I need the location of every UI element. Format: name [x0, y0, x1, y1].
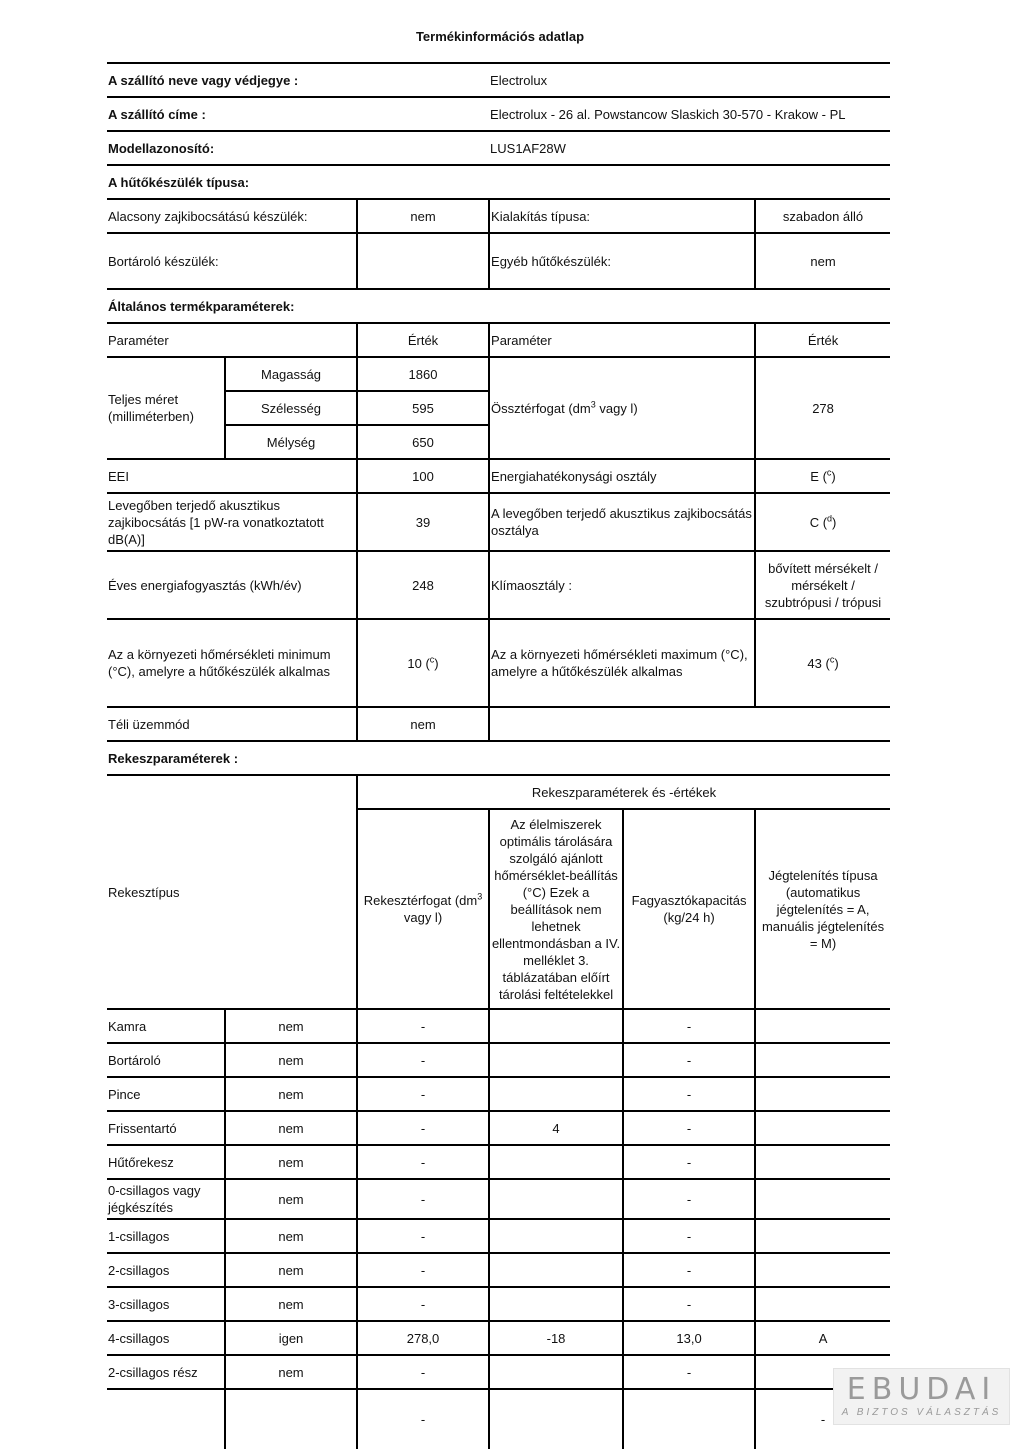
compartments-heading-row [107, 741, 890, 775]
climate-class-value: bővített mérsékelt / mérsékelt / szubtrópusi / trópusi [755, 551, 890, 619]
compartment-present: nem [225, 1077, 357, 1111]
param-header-left: Paraméter [107, 323, 357, 357]
winter-mode-label: Téli üzemmód [107, 707, 357, 741]
supplier-name-label: A szállító neve vagy védjegye : [107, 63, 489, 97]
compartment-row [107, 1389, 890, 1449]
compartment-defrost [755, 1077, 890, 1111]
compartment-defrost-header: Jégtelenítés típusa (automatikus jégtelenítés = A, manuális jégtelenítés = M) [755, 809, 890, 1009]
compartment-present: nem [225, 1355, 357, 1389]
height-label: Magasság [225, 357, 357, 391]
low-noise-label: Alacsony zajkibocsátású készülék: [107, 199, 357, 233]
compartment-present: nem [225, 1009, 357, 1043]
compartment-temp [489, 1179, 623, 1219]
compartment-freeze: - [623, 1077, 755, 1111]
compartment-present: nem [225, 1219, 357, 1253]
height-value: 1860 [357, 357, 489, 391]
compartment-volume: - [357, 1355, 489, 1389]
noise-label: Levegőben terjedő akusztikus zajkibocsátás [1 pW-ra vonatkoztatott dB(A)] [107, 493, 357, 551]
supplier-name-value: Electrolux [489, 63, 890, 97]
supplier-address-row [107, 97, 890, 131]
compartment-freeze: - [623, 1111, 755, 1145]
value-header-right: Érték [755, 323, 890, 357]
compartment-volume: - [357, 1179, 489, 1219]
wine-storage-row [107, 233, 890, 289]
compartment-temp [489, 1355, 623, 1389]
supplier-name-row [107, 63, 890, 97]
compartment-row [107, 1355, 890, 1389]
compartment-temp [489, 1077, 623, 1111]
energy-class-value: E ($^c$) [755, 459, 890, 493]
noise-class-label: A levegőben terjedő akusztikus zajkibocsátás osztálya [489, 493, 755, 551]
compartment-present: nem [225, 1145, 357, 1179]
compartment-type: 2-csillagos [107, 1253, 225, 1287]
compartment-defrost [755, 1009, 890, 1043]
max-temp-value: 43 ($^c$) [755, 619, 890, 707]
compartment-row [107, 1009, 890, 1043]
compartment-row [107, 1145, 890, 1179]
compartment-present [225, 1389, 357, 1449]
wine-storage-value [357, 233, 489, 289]
dimensions-label: Teljes méret (milliméterben) [107, 357, 225, 459]
compartment-freeze: - [623, 1253, 755, 1287]
compartment-defrost [755, 1043, 890, 1077]
compartment-defrost: A [755, 1321, 890, 1355]
compartments-heading: Rekeszparaméterek : [107, 741, 890, 775]
type-heading-row [107, 165, 890, 199]
compartment-defrost: - [755, 1389, 890, 1449]
compartment-present: nem [225, 1111, 357, 1145]
eei-label: EEI [107, 459, 357, 493]
winter-mode-value: nem [357, 707, 489, 741]
depth-label: Mélység [225, 425, 357, 459]
compartment-temp [489, 1287, 623, 1321]
compartment-temp: 4 [489, 1111, 623, 1145]
total-volume-value: 278 [755, 357, 890, 459]
compartments-group-header-row [107, 775, 890, 809]
winter-mode-row [107, 707, 890, 741]
compartment-group-header: Rekeszparaméterek és -értékek [357, 775, 890, 809]
noise-class-value: C ($^d$) [755, 493, 890, 551]
general-header-row [107, 323, 890, 357]
compartment-type: 0-csillagos vagy jégkészítés [107, 1179, 225, 1219]
supplier-address-value: Electrolux - 26 al. Powstancow Slaskich 30-570 - Krakow - PL [489, 97, 890, 131]
compartment-freeze: - [623, 1179, 755, 1219]
design-type-value: szabadon álló [755, 199, 890, 233]
eei-row [107, 459, 890, 493]
watermark-brand: EBUDAI [846, 1372, 997, 1407]
compartment-defrost [755, 1111, 890, 1145]
compartment-freeze: - [623, 1009, 755, 1043]
annual-energy-label: Éves energiafogyasztás (kWh/év) [107, 551, 357, 619]
ebudai-watermark-logo [833, 1368, 1010, 1425]
compartment-type: Kamra [107, 1009, 225, 1043]
compartment-volume: - [357, 1111, 489, 1145]
low-noise-value: nem [357, 199, 489, 233]
compartment-type: Bortároló [107, 1043, 225, 1077]
supplier-address-label: A szállító címe : [107, 97, 489, 131]
type-heading: A hűtőkészülék típusa: [107, 165, 890, 199]
compartment-volume: - [357, 1287, 489, 1321]
compartment-freeze [623, 1389, 755, 1449]
low-noise-row [107, 199, 890, 233]
compartment-freeze: 13,0 [623, 1321, 755, 1355]
compartment-temp: -18 [489, 1321, 623, 1355]
compartment-freeze: - [623, 1355, 755, 1389]
total-volume-label: Össztérfogat ($dm^3$ vagy l) [489, 357, 755, 459]
compartment-defrost [755, 1253, 890, 1287]
product-info-table [107, 62, 890, 1449]
compartment-type: 2-csillagos rész [107, 1355, 225, 1389]
compartment-volume: - [357, 1219, 489, 1253]
compartment-temp [489, 1389, 623, 1449]
model-row [107, 131, 890, 165]
compartment-type: Frissentartó [107, 1111, 225, 1145]
model-label: Modellazonosító: [107, 131, 489, 165]
compartment-freeze-header: Fagyasztókapacitás (kg/24 h) [623, 809, 755, 1009]
noise-row [107, 493, 890, 551]
compartment-type: 3-csillagos [107, 1287, 225, 1321]
compartment-freeze: - [623, 1219, 755, 1253]
other-appliance-label: Egyéb hűtőkészülék: [489, 233, 623, 289]
compartment-volume: 278,0 [357, 1321, 489, 1355]
value-header-left: Érték [357, 323, 489, 357]
wine-storage-label: Bortároló készülék: [107, 233, 357, 289]
compartment-volume: - [357, 1043, 489, 1077]
compartment-volume: - [357, 1009, 489, 1043]
compartment-type-header: Rekesztípus [107, 775, 357, 1009]
compartment-volume: - [357, 1253, 489, 1287]
compartment-defrost [755, 1287, 890, 1321]
compartment-temp [489, 1145, 623, 1179]
compartment-row [107, 1219, 890, 1253]
compartment-temp [489, 1253, 623, 1287]
annual-energy-row [107, 551, 890, 619]
compartment-freeze: - [623, 1043, 755, 1077]
energy-class-label: Energiahatékonysági osztály [489, 459, 755, 493]
annual-energy-value: 248 [357, 551, 489, 619]
compartment-row [107, 1321, 890, 1355]
eei-value: 100 [357, 459, 489, 493]
depth-value: 650 [357, 425, 489, 459]
compartment-row [107, 1253, 890, 1287]
general-heading-row [107, 289, 890, 323]
compartment-defrost [755, 1145, 890, 1179]
min-temp-label: Az a környezeti hőmérsékleti minimum (°C), amelyre a hűtőkészülék alkalmas [107, 619, 357, 707]
model-value: LUS1AF28W [489, 131, 890, 165]
noise-value: 39 [357, 493, 489, 551]
height-row [107, 357, 890, 391]
compartment-type: 1-csillagos [107, 1219, 225, 1253]
compartment-temp [489, 1219, 623, 1253]
compartment-temp [489, 1043, 623, 1077]
compartment-row [107, 1043, 890, 1077]
width-label: Szélesség [225, 391, 357, 425]
compartment-type: Pince [107, 1077, 225, 1111]
compartment-temp-header: Az élelmiszerek optimális tárolására szolgáló ajánlott hőmérséklet-beállítás (°C) Ezek a beállítások nem lehetnek ellentmondásban a IV. melléklet 3. táblázatában előírt tárolási feltételekkel [489, 809, 623, 1009]
watermark-tagline: A BIZTOS VÁLASZTÁS [841, 1407, 1002, 1418]
compartment-defrost [755, 1179, 890, 1219]
compartment-type: 4-csillagos [107, 1321, 225, 1355]
compartment-row [107, 1111, 890, 1145]
compartment-present: nem [225, 1287, 357, 1321]
param-header-right: Paraméter [489, 323, 623, 357]
compartment-present: igen [225, 1321, 357, 1355]
compartment-present: nem [225, 1253, 357, 1287]
compartment-volume: - [357, 1389, 489, 1449]
compartment-present: nem [225, 1179, 357, 1219]
compartment-defrost [755, 1219, 890, 1253]
max-temp-label: Az a környezeti hőmérsékleti maximum (°C), amelyre a hűtőkészülék alkalmas [489, 619, 755, 707]
document-title: Termékinformációs adatlap [415, 29, 585, 44]
compartment-row [107, 1179, 890, 1219]
compartment-row [107, 1077, 890, 1111]
min-temp-value: 10 ($^c$) [357, 619, 489, 707]
compartment-freeze: - [623, 1287, 755, 1321]
compartment-present: nem [225, 1043, 357, 1077]
compartment-row [107, 1287, 890, 1321]
other-appliance-value: nem [755, 233, 890, 289]
compartment-temp [489, 1009, 623, 1043]
min-temp-row [107, 619, 890, 707]
compartment-type: Hűtőrekesz [107, 1145, 225, 1179]
compartment-volume: - [357, 1077, 489, 1111]
width-value: 595 [357, 391, 489, 425]
compartment-type [107, 1389, 225, 1449]
general-heading: Általános termékparaméterek: [107, 289, 890, 323]
compartment-freeze: - [623, 1145, 755, 1179]
compartment-volume-header: Rekesztérfogat ($dm^3$ vagy l) [357, 809, 489, 1009]
climate-class-label: Klímaosztály : [489, 551, 755, 619]
design-type-label: Kialakítás típusa: [489, 199, 623, 233]
compartment-volume: - [357, 1145, 489, 1179]
